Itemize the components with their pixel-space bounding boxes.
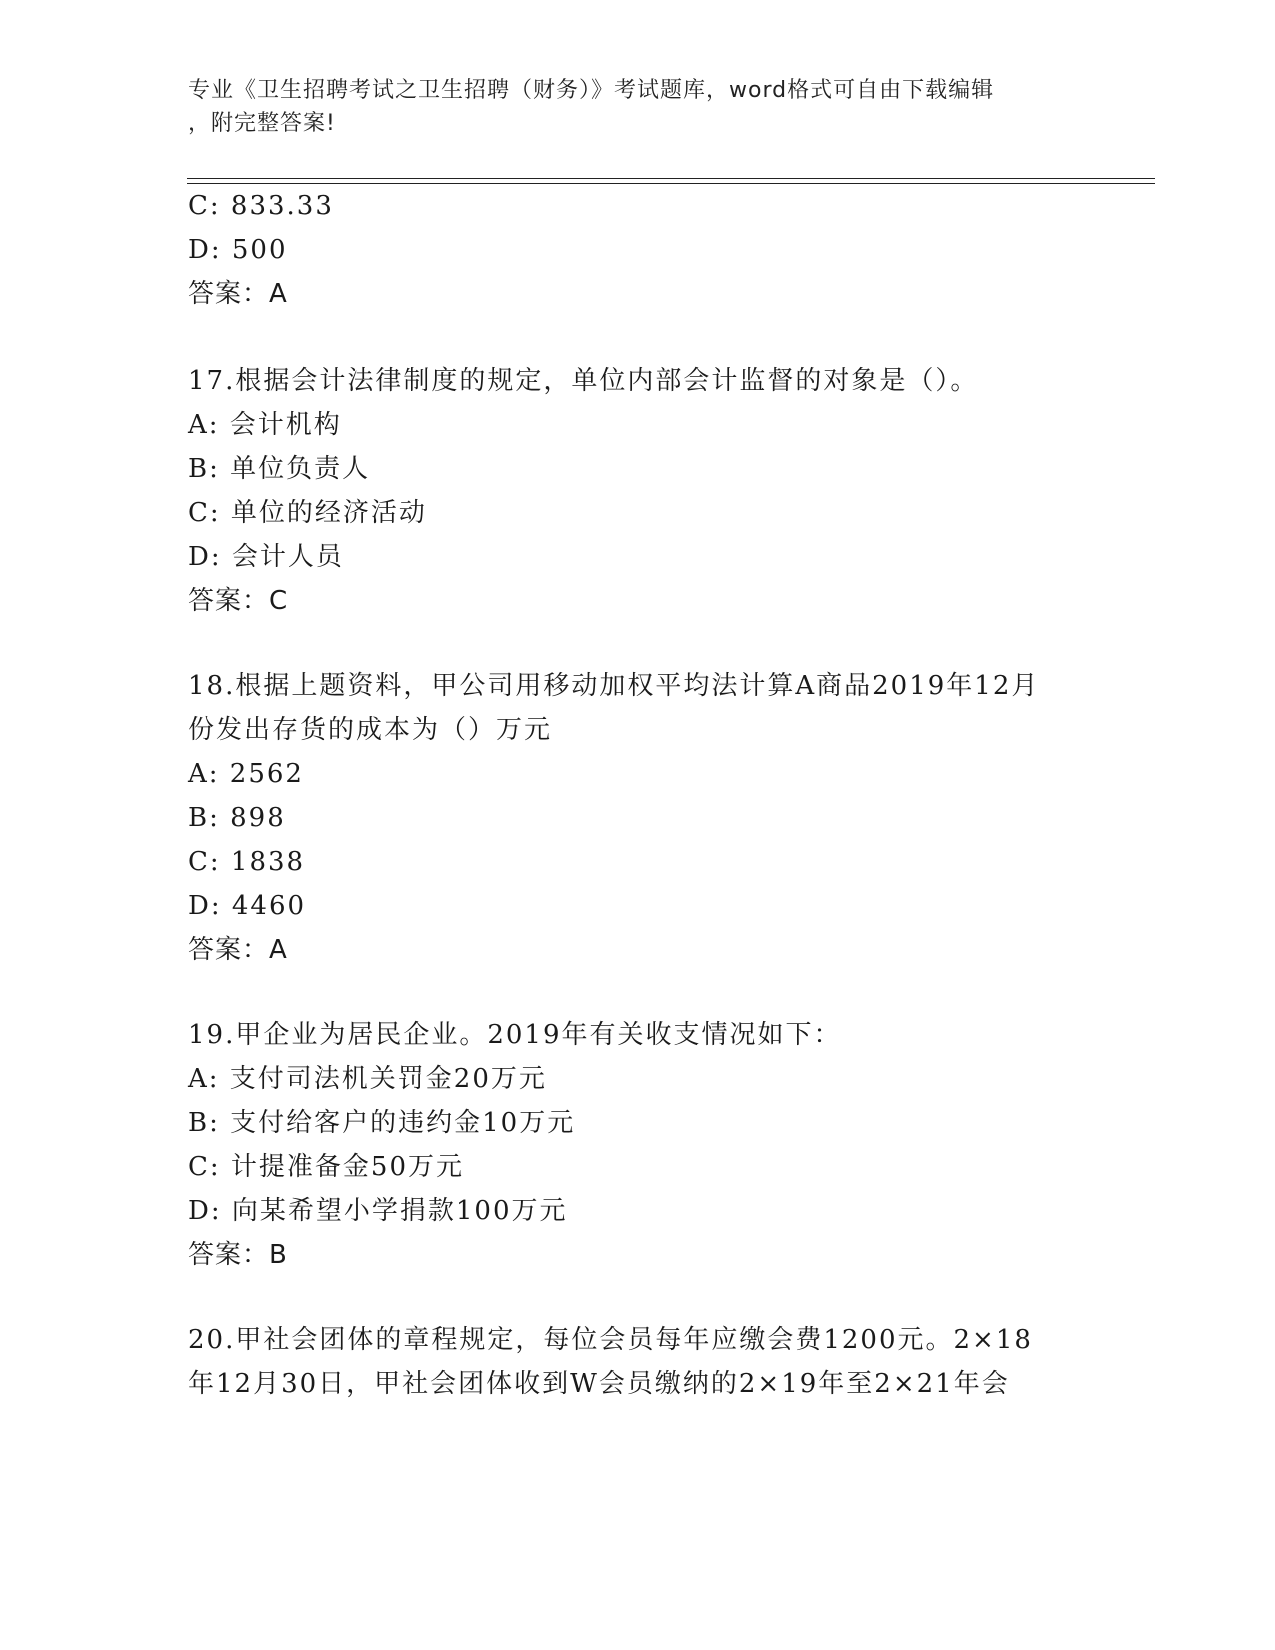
q19-option-c: C: 计提准备金50万元 [188,1152,465,1182]
q18-option-b: B: 898 [188,803,286,833]
q18-question-line-2: 份发出存货的成本为（）万元 [188,715,553,745]
header-divider-bottom [187,183,1155,184]
q18-option-d: D: 4460 [188,891,307,921]
header-line-2: ，附完整答案! [188,111,336,136]
q17-question: 17.根据会计法律制度的规定，单位内部会计监督的对象是（）。 [188,366,979,396]
page-header [188,74,1088,140]
q17-option-b: B: 单位负责人 [188,454,371,484]
q16-option-c: C: 833.33 [188,191,334,221]
q19-option-b: B: 支付给客户的违约金10万元 [188,1108,576,1138]
q17-option-a: A: 会计机构 [188,410,342,440]
q20-question-line-1: 20.甲社会团体的章程规定，每位会员每年应缴会费1200元。2×18 [188,1325,1033,1355]
q17-answer: 答案：C [188,586,289,616]
q18-question-line-1: 18.根据上题资料，甲公司用移动加权平均法计算A商品2019年12月 [188,671,1040,701]
q19-option-a: A: 支付司法机关罚金20万元 [188,1064,547,1094]
q19-answer: 答案：B [188,1240,288,1270]
q16-option-d: D: 500 [188,235,288,265]
header-line-1: 专业《卫生招聘考试之卫生招聘（财务）》考试题库，word格式可自由下载编辑 [188,78,995,103]
header-divider-top [187,178,1155,179]
q18-option-a: A: 2562 [188,759,304,789]
q18-answer: 答案：A [188,935,288,965]
q16-answer: 答案：A [188,279,288,309]
q20-question-line-2: 年12月30日，甲社会团体收到W会员缴纳的2×19年至2×21年会 [188,1369,1010,1399]
q18-option-c: C: 1838 [188,847,306,877]
q17-option-c: C: 单位的经济活动 [188,498,427,528]
q17-option-d: D: 会计人员 [188,542,344,572]
q19-option-d: D: 向某希望小学捐款100万元 [188,1196,568,1226]
q19-question: 19.甲企业为居民企业。2019年有关收支情况如下： [188,1020,842,1050]
